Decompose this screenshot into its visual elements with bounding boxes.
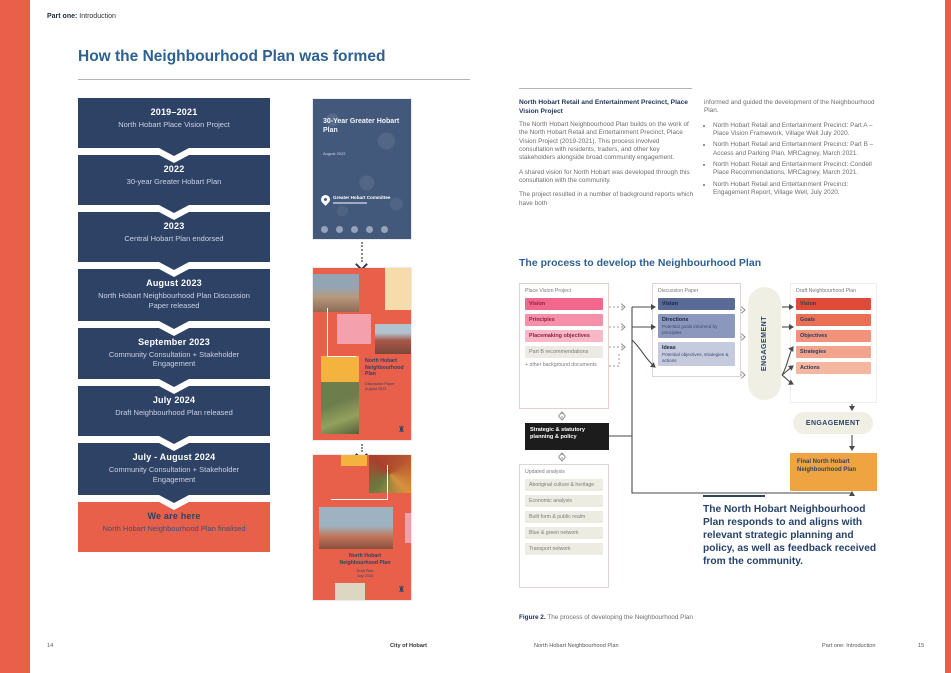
page-title: How the Neighbourhood Plan was formed xyxy=(78,48,386,65)
partner-logo-icon xyxy=(321,226,328,233)
draft-plan-panel xyxy=(790,283,877,403)
article-column-2 xyxy=(704,99,880,200)
cover-subtitle xyxy=(337,569,393,579)
timeline-desc: Community Consultation + Stakeholder Engagement xyxy=(108,465,240,484)
report-list xyxy=(704,122,880,198)
timeline-item xyxy=(78,269,270,321)
map-pin-icon xyxy=(319,193,332,206)
box-title: Directions xyxy=(662,317,689,323)
diagram-box-vision: Vision xyxy=(796,298,871,310)
figure-caption-text: The process of developing the Neighbourhood Plan xyxy=(547,614,693,621)
cover-photo-block xyxy=(375,324,411,354)
timeline-desc: Community Consultation + Stakeholder Engagement xyxy=(108,349,240,369)
engagement-pill-vertical xyxy=(748,287,781,400)
cover-color-block xyxy=(335,583,365,600)
timeline-item xyxy=(78,386,270,436)
cover-subtitle-text: Discussion Paper xyxy=(365,382,395,386)
box-subtitle: Potential objectives, strategies & actions xyxy=(662,352,729,363)
analysis-item: Aboriginal culture & heritage xyxy=(525,479,603,491)
logo-text: Greater Hobart Committee xyxy=(333,195,391,201)
logo-tagline-bar xyxy=(333,202,367,204)
city-of-hobart-logo: ♜ xyxy=(397,425,405,434)
footer-publisher: City of Hobart xyxy=(390,643,427,649)
diagram-box-vision: Vision xyxy=(525,298,603,310)
cover-title: 30-Year Greater Hobart Plan xyxy=(323,118,400,135)
timeline-desc: Draft Neighbourhood Plan released xyxy=(115,408,233,417)
page-number-right: 15 xyxy=(918,643,925,649)
timeline-item xyxy=(78,98,270,148)
article-column-1 xyxy=(519,99,695,214)
timeline-item xyxy=(78,155,270,205)
timeline-item xyxy=(78,443,270,495)
cover-photo-block xyxy=(321,382,359,434)
diagram-box-actions: Actions xyxy=(796,362,871,374)
diagram-box-goals: Goals xyxy=(796,314,871,326)
diagram-box-ideas xyxy=(658,342,735,366)
figure-label: Figure 2. xyxy=(519,614,546,621)
place-vision-panel xyxy=(519,283,609,409)
cover-date: August 2023 xyxy=(365,386,387,391)
timeline-desc: Central Hobart Plan endorsed xyxy=(124,234,224,243)
box-subtitle: Potential goals informed by principles xyxy=(662,324,718,335)
greater-hobart-committee-logo xyxy=(321,195,393,204)
strategic-policy-box: Strategic & statutory planning & policy xyxy=(525,423,609,450)
figure-caption xyxy=(519,614,693,621)
cover-date: August 2022 xyxy=(323,151,346,156)
engagement-pill-horizontal: ENGAGEMENT xyxy=(793,412,873,434)
footer-doc-title: North Hobart Neighbourhood Plan xyxy=(534,643,619,649)
footer-section: Part one: Introduction xyxy=(822,643,876,649)
box-title: Ideas xyxy=(662,345,676,351)
cover-accent-line xyxy=(327,308,356,357)
cover-photo-block xyxy=(313,274,359,312)
title-rule xyxy=(78,79,470,80)
article-heading: North Hobart Retail and Entertainment Precinct, Place Vision Project xyxy=(519,99,688,115)
partner-logos xyxy=(321,226,388,233)
timeline-item xyxy=(78,328,270,380)
column-rule xyxy=(519,88,692,89)
diagram-box-vision: Vision xyxy=(658,298,735,310)
callout-rule xyxy=(703,495,765,497)
part-label: Part one: xyxy=(47,13,78,20)
analysis-item: Built form & public realm xyxy=(525,511,603,523)
right-accent-strip xyxy=(945,0,951,673)
diagram-box-placemaking: Placemaking objectives xyxy=(525,330,603,342)
cover-accent-line xyxy=(331,465,388,500)
cover-draft-plan xyxy=(313,455,411,600)
partner-logo-icon xyxy=(336,226,343,233)
cover-subtitle xyxy=(365,382,409,392)
report-list-item: • North Hobart Retail and Entertainment Precinct: Part A – Place Vision Framework, Village Well July 2020. xyxy=(713,122,880,139)
panel-label: Discussion Paper xyxy=(658,288,699,294)
timeline-date: 2023 xyxy=(163,221,185,231)
part-title: Introduction xyxy=(79,13,116,20)
cover-color-block xyxy=(385,268,411,310)
cover-photo-block xyxy=(319,507,393,549)
analysis-item: Transport network xyxy=(525,543,603,555)
callout-text: The North Hobart Neighbourhood Plan responds to and aligns with relevant strategic planning and policy, as well as feedback received from the community. xyxy=(703,504,877,568)
timeline-date: 2022 xyxy=(163,164,185,174)
engagement-label: ENGAGEMENT xyxy=(761,315,768,372)
diagram-box-directions xyxy=(658,314,735,338)
final-plan-box: Final North Hobart Neighbourhood Plan xyxy=(790,453,877,491)
cover-subtitle-text: Draft Plan xyxy=(356,569,374,573)
callout xyxy=(703,495,883,568)
timeline-desc: North Hobart Neighbourhood Plan finalised xyxy=(102,523,246,533)
cover-title: North Hobart Neighbourhood Plan xyxy=(365,358,404,377)
cover-date: July 2024 xyxy=(356,573,374,578)
timeline-date: 2019–2021 xyxy=(150,107,198,117)
timeline-date: August 2023 xyxy=(146,278,202,288)
report-list-item: • North Hobart Retail and Entertainment Precinct: Part B – Access and Parking Plan, MRCagney, March 2021. xyxy=(713,141,880,158)
diagram-box-objectives: Objectives xyxy=(796,330,871,342)
analysis-item: Blue & green network xyxy=(525,527,603,539)
updated-analysis-panel xyxy=(519,464,609,588)
article-paragraph: The North Hobart Neighbourhood Plan builds on the work of the North Hobart Retail and Entertainment Precinct, Place Vision Project (2019-2021). This process involved consultation with residents, traders, and other key stakeholders alongside broad community engagement. xyxy=(519,121,689,162)
timeline-desc: North Hobart Place Vision Project xyxy=(118,120,230,129)
running-header xyxy=(47,13,116,20)
partner-logo-icon xyxy=(381,226,388,233)
panel-label: Place Vision Project xyxy=(525,288,572,294)
page-number-left: 14 xyxy=(47,643,54,649)
diagram-box-principles: Principles xyxy=(525,314,603,326)
analysis-item: Economic analysis xyxy=(525,495,603,507)
diagram-box-partb: Part B recommendations xyxy=(525,346,603,358)
report-list-item: • North Hobart Retail and Entertainment Precinct: Condell Place Recommendations, MRCagney, March 2021. xyxy=(713,161,880,178)
article-paragraph: informed and guided the development of the Neighbourhood Plan. xyxy=(704,99,875,115)
partner-logo-icon xyxy=(366,226,373,233)
cover-color-block xyxy=(321,356,359,382)
timeline-desc: North Hobart Neighbourhood Plan Discussion Paper released xyxy=(98,291,250,310)
cover-greater-hobart-plan xyxy=(313,99,411,239)
left-accent-strip xyxy=(0,0,30,673)
timeline-date: September 2023 xyxy=(138,336,210,347)
panel-note: + other background documents xyxy=(525,362,597,368)
cover-discussion-paper xyxy=(313,268,411,440)
cover-color-block xyxy=(405,513,411,543)
report-list-item: • North Hobart Retail and Entertainment Precinct: Engagement Report, Village Well, July 2020. xyxy=(713,181,880,198)
article-paragraph: A shared vision for North Hobart was developed through this consultation with the community. xyxy=(519,168,690,185)
panel-label: Updated analysis xyxy=(525,469,565,475)
discussion-paper-panel xyxy=(652,283,741,377)
city-of-hobart-logo: ♜ xyxy=(397,585,405,594)
timeline-item xyxy=(78,212,270,262)
article-paragraph: The project resulted in a number of background reports which have both xyxy=(519,191,694,207)
diagram-box-strategies: Strategies xyxy=(796,346,871,358)
timeline-date: July 2024 xyxy=(152,395,196,405)
timeline-date: We are here xyxy=(147,510,201,521)
process-heading: The process to develop the Neighbourhood Plan xyxy=(519,257,762,269)
timeline xyxy=(78,98,270,559)
timeline-item-current xyxy=(78,502,270,552)
partner-logo-icon xyxy=(351,226,358,233)
panel-label: Draft Neighbourhood Plan xyxy=(796,288,856,294)
timeline-desc: 30-year Greater Hobart Plan xyxy=(126,177,222,186)
timeline-date: July - August 2024 xyxy=(132,452,216,462)
cover-title: North Hobart Neighbourhood Plan xyxy=(339,553,391,566)
